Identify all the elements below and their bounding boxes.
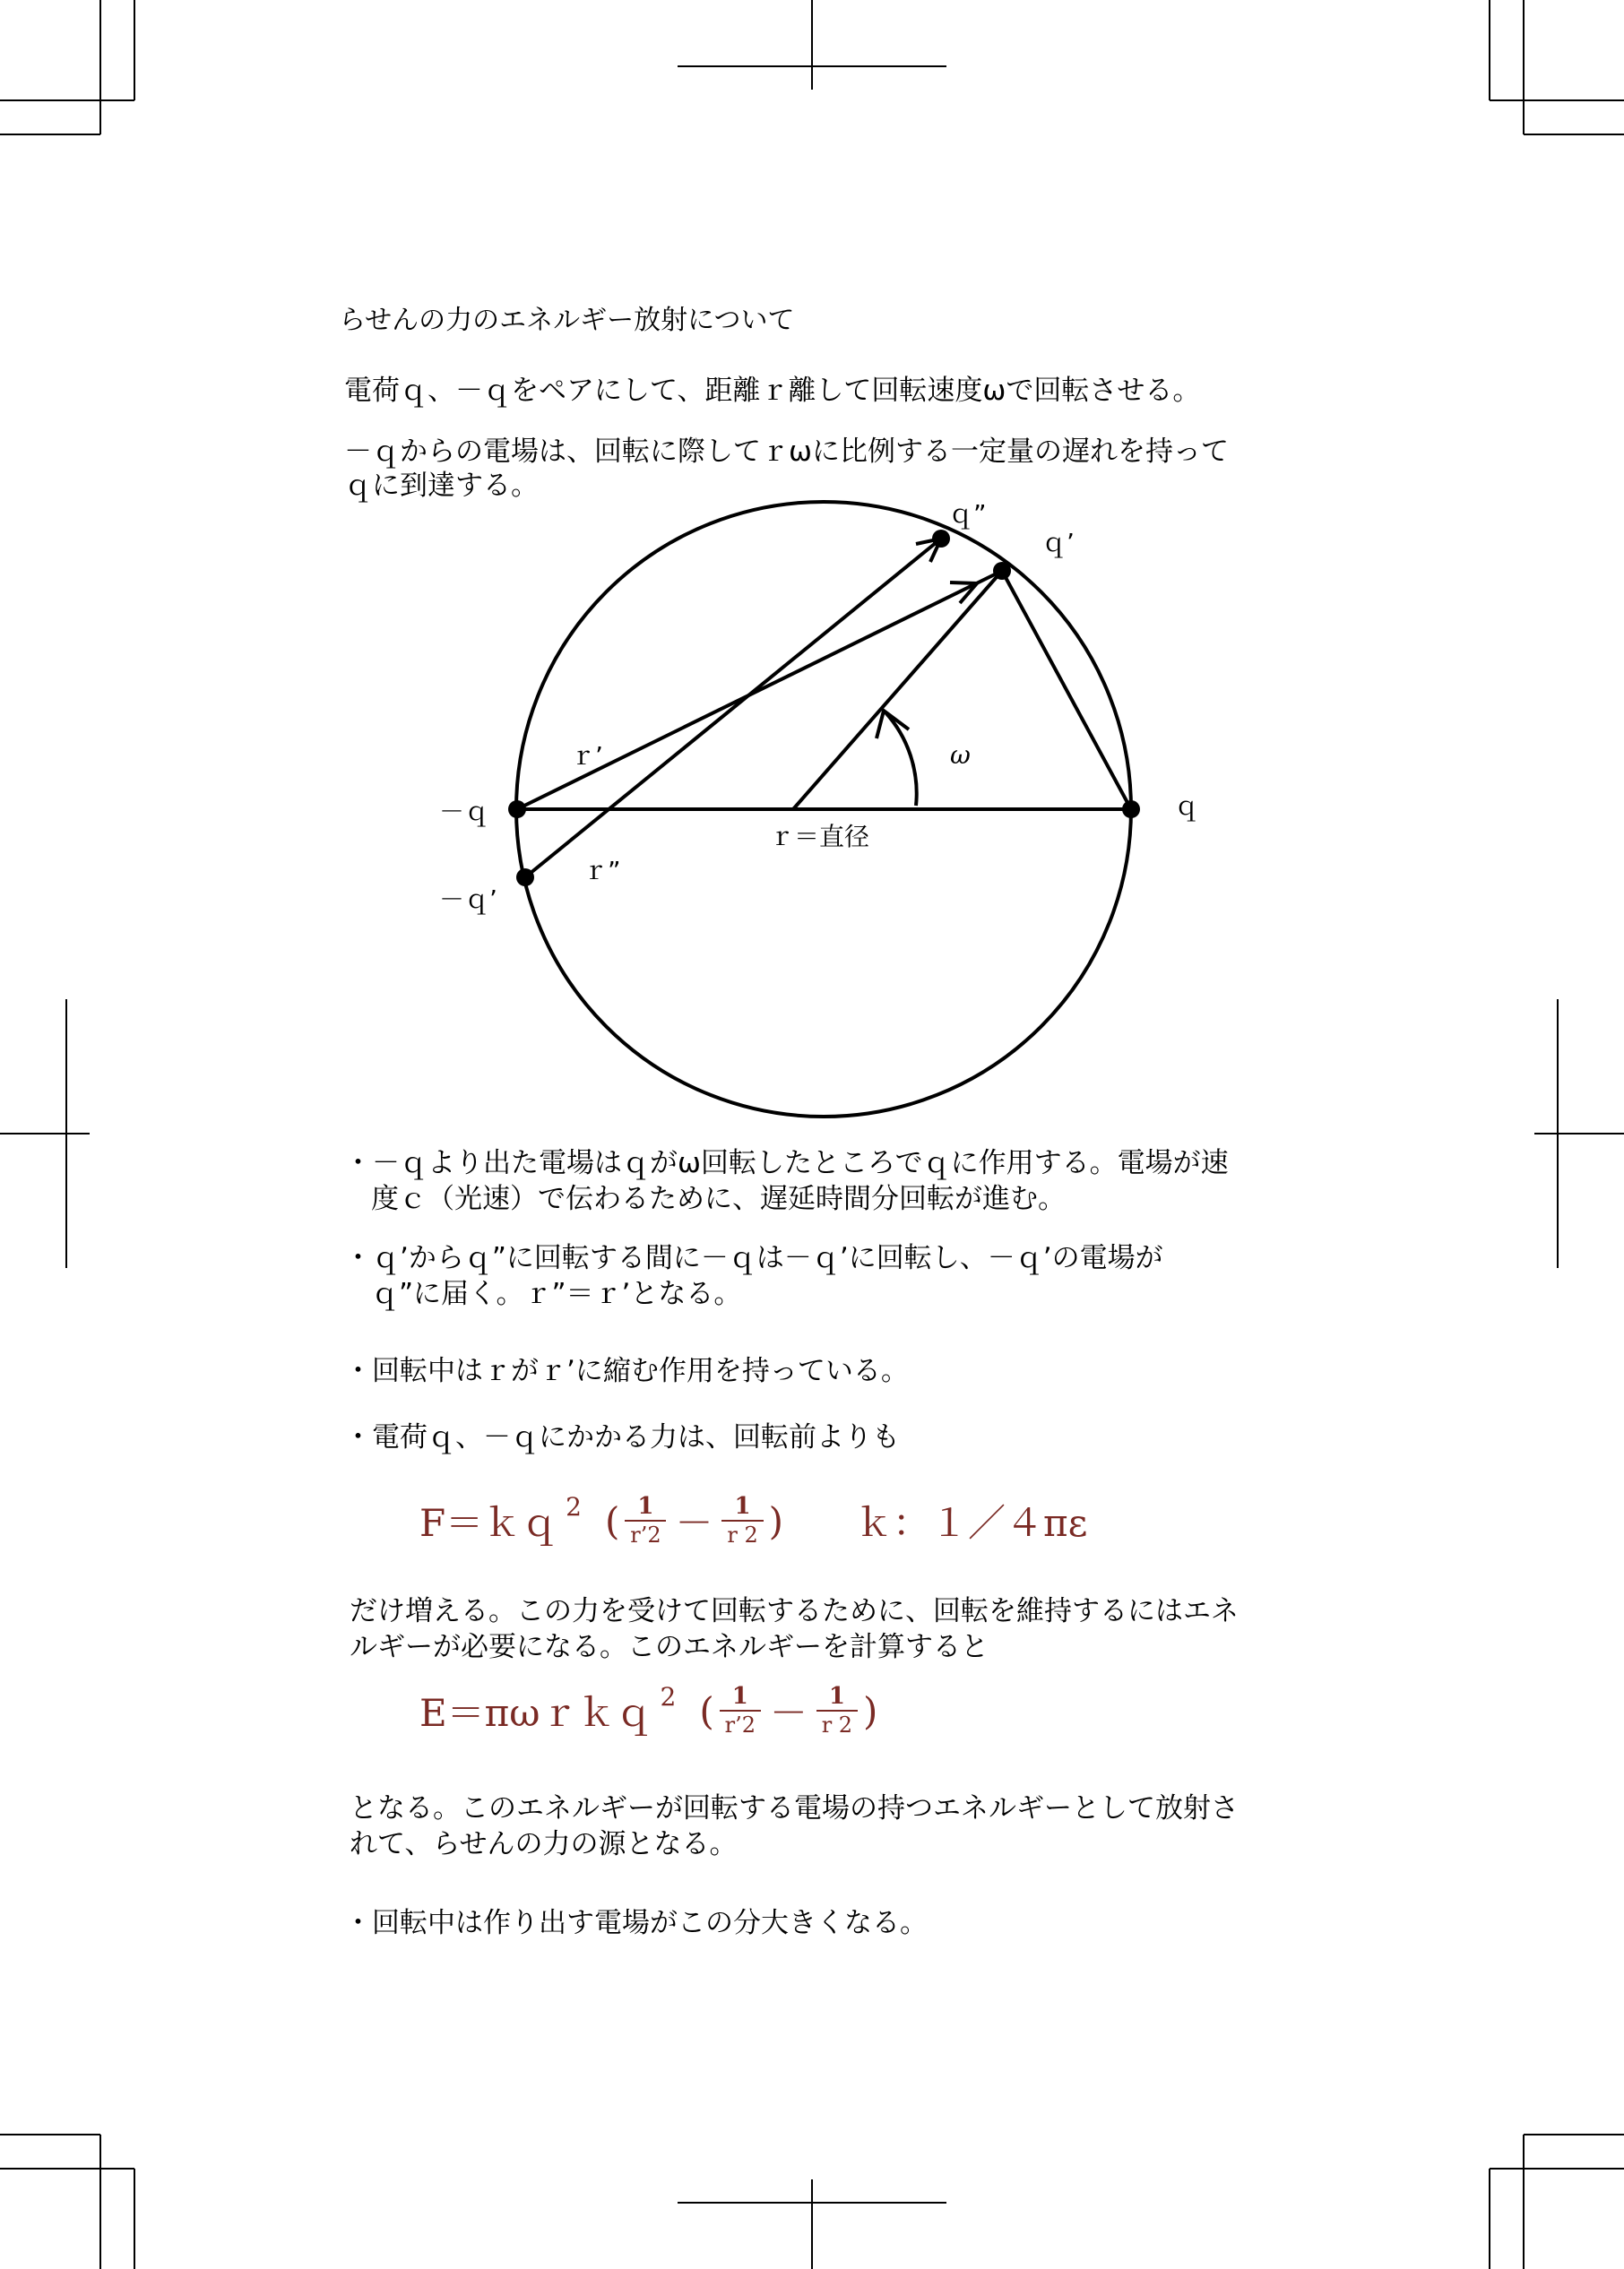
bullet-final: ・回転中は作り出す電場がこの分大きくなる。 [344,1907,928,1939]
label-omega: ω [950,740,971,770]
formula-force-close-paren: ) [768,1498,783,1543]
intro-paragraph-2-line-2: ｑに到達する。 [344,470,539,502]
formula-energy-open-paren: ( [699,1688,714,1733]
bullet-4: ・電荷ｑ、－ｑにかかる力は、回転前よりも [344,1421,900,1454]
formula-force-denominator-2: r 2 [727,1523,758,1548]
formula-force-fraction-2 [721,1493,763,1549]
page-title: らせんの力のエネルギー放射について [339,305,795,336]
formula-energy-numerator-2: 1 [816,1683,858,1712]
label-r-diameter: ｒ＝直径 [769,822,870,851]
formula-energy-lhs: E＝πωｒｋｑ [419,1691,653,1735]
label-neg-q-prime: －ｑ’ [439,884,497,914]
intro-paragraph-1: 電荷ｑ、－ｑをペアにして、距離ｒ離して回転速度ωで回転させる。 [344,375,1201,407]
bullet-3: ・回転中はｒがｒ’に縮む作用を持っている。 [344,1355,909,1387]
intro-paragraph-2-line-1: －ｑからの電場は、回転に際してｒωに比例する一定量の遅れを持って [344,436,1229,468]
formula-force-denominator-1: r’2 [630,1523,661,1548]
formula-force-numerator-1: 1 [625,1493,666,1522]
formula-energy-exponent: 2 [660,1681,677,1712]
label-r-double: ｒ” [583,856,621,885]
formula-energy-fraction-1 [720,1683,761,1738]
after-force-line-2: ルギーが必要になる。このエネルギーを計算すると [350,1631,989,1663]
formula-energy-numerator-1: 1 [720,1683,761,1712]
formula-constant-k: ｋ：１／４πε [854,1501,1088,1545]
formula-force-open-paren: ( [604,1498,620,1543]
bullet-2-line-1: ・ｑ’からｑ”に回転する間に－ｑは－ｑ’に回転し、－ｑ’の電場が [344,1242,1163,1274]
after-force-line-1: だけ増える。この力を受けて回転するために、回転を維持するにはエネ [350,1595,1239,1627]
after-energy-line-1: となる。このエネルギーが回転する電場の持つエネルギーとして放射さ [350,1792,1239,1825]
formula-energy-minus: － [769,1691,808,1735]
formula-force [419,1493,1087,1549]
formula-force-fraction-1 [625,1493,666,1549]
after-energy-line-2: れて、らせんの力の源となる。 [350,1828,738,1860]
formula-energy-denominator-2: r 2 [821,1713,853,1738]
bullet-2-line-2: ｑ”に届く。ｒ”＝ｒ’となる。 [371,1278,742,1310]
formula-energy-denominator-1: r’2 [724,1713,756,1738]
label-neg-q: －ｑ [439,797,490,826]
formula-force-exponent: 2 [566,1491,582,1522]
formula-energy-close-paren: ) [862,1688,878,1733]
bullet-1-line-2: 度ｃ（光速）で伝わるために、遅延時間分回転が進む。 [371,1183,1066,1215]
label-r-prime: ｒ’ [570,741,603,771]
formula-force-minus: － [675,1501,713,1545]
formula-energy-fraction-2 [816,1683,858,1738]
formula-energy [419,1683,877,1738]
formula-force-lhs: F＝ｋｑ [419,1501,559,1545]
label-q-prime: ｑ’ [1041,528,1075,557]
formula-force-numerator-2: 1 [721,1493,763,1522]
bullet-1-line-1: ・－ｑより出た電場はｑがω回転したところでｑに作用する。電場が速 [344,1147,1229,1179]
label-q-double: ｑ” [948,499,987,529]
label-q: ｑ [1174,791,1200,821]
